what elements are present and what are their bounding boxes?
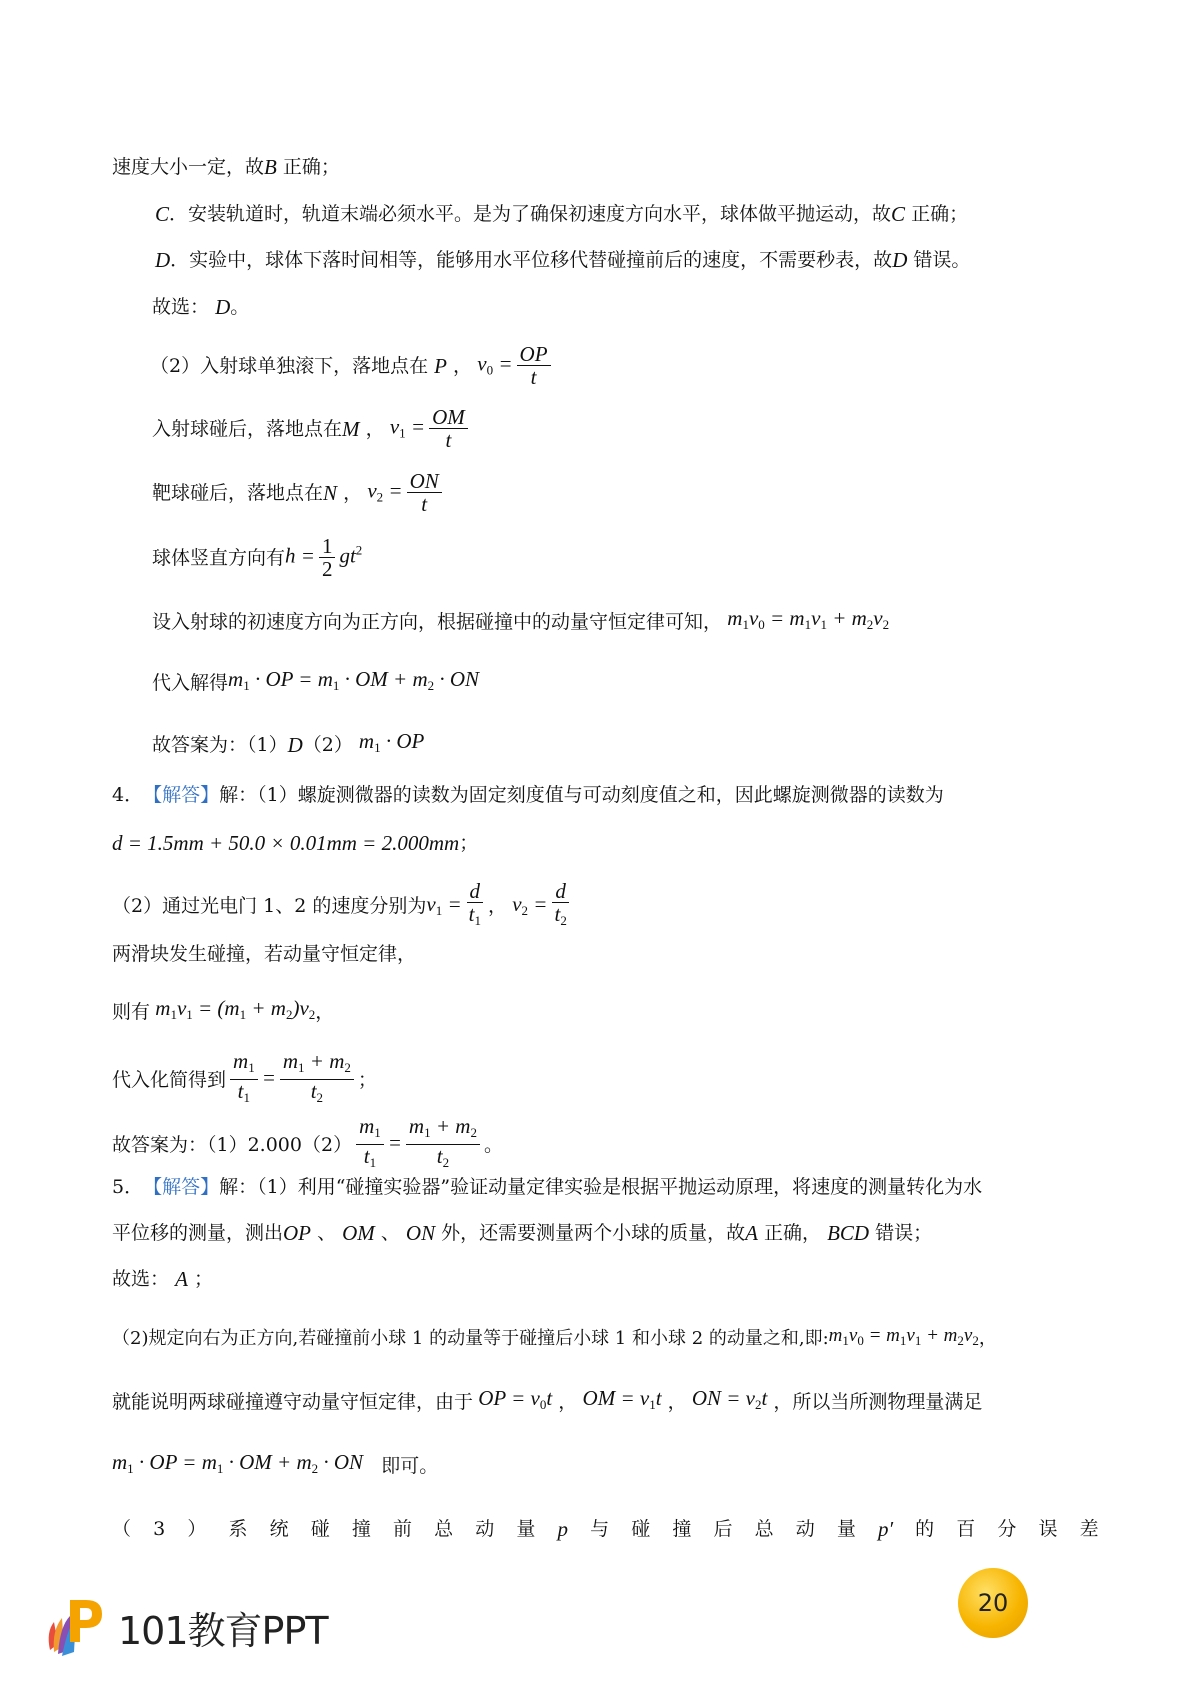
text: ．实验中，球体下落时间相等，能够用水平位移代替碰撞前后的速度，不需要秒表，故 xyxy=(170,249,893,271)
text-line-8 xyxy=(152,535,362,580)
text: 平位移的测量，测出 xyxy=(112,1222,284,1244)
text: ； xyxy=(193,1268,213,1290)
brand-name: 101教育PPT xyxy=(118,1608,328,1653)
formula-result: $m_1$ · OP = $m_1$ · OM + $m_2$ · ON xyxy=(228,667,480,693)
math: v xyxy=(367,478,377,503)
var: A xyxy=(745,1221,758,1245)
formula-collision: $m_1v_1 = (m_1 + m_2)v_2$ xyxy=(150,996,316,1022)
spread-char: 总 xyxy=(754,1518,774,1540)
formula-v1-gate: $v_1$ = $\frac{d}{t_1}$ xyxy=(426,880,488,932)
page-number: 20 xyxy=(977,1589,1009,1617)
text-line-12 xyxy=(112,782,944,808)
numerator: d xyxy=(552,880,569,903)
text: 即可。 xyxy=(381,1454,439,1477)
page-number-badge xyxy=(958,1568,1028,1638)
text: 故选： xyxy=(112,1268,170,1290)
denominator: $t_2$ xyxy=(436,1144,450,1170)
spread-char: 动 xyxy=(795,1518,815,1540)
text-line-1 xyxy=(112,154,340,180)
text-line-21 xyxy=(112,1266,213,1292)
var: D xyxy=(155,248,171,272)
text-line-4 xyxy=(152,294,249,320)
formula-v2-gate: $v_2$ = $\frac{d}{t_2}$ xyxy=(507,880,574,932)
text: 正确， xyxy=(764,1222,822,1244)
spread-char: 前 xyxy=(392,1518,412,1540)
denominator: t xyxy=(445,428,452,452)
formula-on: ON = $v_2t$ xyxy=(686,1386,768,1412)
denominator: $t_2$ xyxy=(310,1079,324,1105)
formula-answer-q4: $\frac{m_1}{t_1}$ = $\frac{m_1 + m_2}{t_2}$ xyxy=(352,1115,484,1174)
formula-reading: d = 1.5mm + 50.0 × 0.01mm = 2.000mm xyxy=(112,831,460,855)
text: 故答案为：（1）2.000（2） xyxy=(112,1133,353,1156)
denominator: $t_1$ xyxy=(237,1079,251,1105)
var: C xyxy=(891,202,906,226)
math: v xyxy=(389,414,400,439)
text-line-7 xyxy=(152,470,446,515)
numerator: $m_1$ xyxy=(356,1115,384,1145)
answer-tag: 【解答】 xyxy=(143,784,220,806)
text-line-9 xyxy=(152,605,889,638)
spread-char: 后 xyxy=(713,1518,733,1540)
fraction xyxy=(356,1115,384,1174)
text: 球体竖直方向有 xyxy=(152,546,286,569)
numerator: $m_1 + m_2$ xyxy=(280,1050,354,1080)
fraction xyxy=(429,406,468,451)
denominator: t xyxy=(530,365,537,389)
text: 则有 xyxy=(112,1000,151,1023)
var: A xyxy=(175,1267,188,1291)
formula-momentum-q5: $m_1v_0 = m_1v_1 + m_2v_2$ xyxy=(828,1325,979,1348)
text-line-17 xyxy=(112,1050,377,1109)
var: OP xyxy=(283,1221,312,1245)
text: 外，还需要测量两个小球的质量，故 xyxy=(441,1222,746,1244)
formula-condition: $m_1$ · OP = $m_1$ · OM + $m_2$ · ON xyxy=(112,1450,364,1476)
sub: 1 xyxy=(399,425,406,441)
text: （2）入射球单独滚下，落地点在 xyxy=(150,354,429,377)
spread-char: 量 xyxy=(516,1518,536,1540)
sub: 2 xyxy=(376,489,384,505)
text: ； xyxy=(459,832,479,854)
sub: 0 xyxy=(486,362,494,378)
text: （2)规定向右为正方向,若碰撞前小球 1 的动量等于碰撞后小球 1 和小球 2 的动量之和,即: xyxy=(112,1327,829,1349)
text-line-2 xyxy=(155,201,968,227)
spread-char: 碰 xyxy=(631,1518,651,1540)
denominator: $t_1$ xyxy=(468,902,481,928)
var: D xyxy=(215,295,231,319)
formula-v0: $v_0$ = $\frac{OP}{t}$ xyxy=(472,343,555,388)
formula-v2: $v_2$ = $\frac{ON}{t}$ xyxy=(362,470,446,515)
spread-char: 量 xyxy=(836,1518,856,1540)
text: ， xyxy=(343,481,363,504)
spread-char: ） xyxy=(187,1518,207,1540)
text: 解：（1）利用“碰撞实验器”验证动量定律实验是根据平抛运动原理，将速度的测量转化为水 xyxy=(219,1176,983,1198)
text: 设入射球的初速度方向为正方向，根据碰撞中的动量守恒定律可知， xyxy=(152,610,723,633)
spread-char: 3 xyxy=(153,1518,166,1540)
formula-simplified: $\frac{m_1}{t_1}$ = $\frac{m_1 + m_2}{t_2}$ xyxy=(226,1050,358,1109)
text-line-23 xyxy=(112,1385,982,1418)
fraction xyxy=(230,1050,258,1109)
var: ON xyxy=(405,1221,436,1245)
question-number: 5． xyxy=(112,1176,144,1198)
formula-h xyxy=(285,535,362,580)
numerator: ON xyxy=(407,470,442,493)
denominator: 2 xyxy=(321,557,333,581)
text: 。 xyxy=(230,296,250,318)
brand-logo xyxy=(40,1592,328,1662)
spread-char: 分 xyxy=(997,1518,1017,1540)
text-line-20 xyxy=(112,1220,932,1246)
text: ， xyxy=(558,1390,578,1413)
numerator: OP xyxy=(517,343,551,366)
fraction xyxy=(466,880,484,932)
var: D xyxy=(892,248,908,272)
text: （2） xyxy=(302,733,353,756)
fraction xyxy=(407,470,442,515)
text: 错误。 xyxy=(913,249,971,271)
brand-logo-icon xyxy=(40,1592,110,1662)
text: 解：（1）螺旋测微器的读数为固定刻度值与可动刻度值之和，因此螺旋测微器的读数为 xyxy=(219,784,944,806)
text-line-16 xyxy=(112,995,334,1028)
text-line-22 xyxy=(112,1323,997,1354)
text-line-6 xyxy=(152,406,472,451)
spread-char: （ xyxy=(112,1518,132,1540)
spread-char: 碰 xyxy=(310,1518,330,1540)
text-line-5 xyxy=(150,343,555,388)
var: D xyxy=(287,732,303,757)
spread-char: 差 xyxy=(1079,1518,1099,1540)
math: v xyxy=(477,351,487,376)
text-line-11 xyxy=(152,728,424,761)
text: 、 xyxy=(380,1222,400,1244)
text: 就能说明两球碰撞遵守动量守恒定律，由于 xyxy=(112,1390,474,1413)
text-line-15 xyxy=(112,941,416,967)
text: 。 xyxy=(483,1133,503,1156)
denominator: $t_2$ xyxy=(554,902,567,928)
text: （2）通过光电门 1、2 的速度分别为 xyxy=(112,895,427,917)
var: OM xyxy=(342,1221,375,1245)
answer-tag: 【解答】 xyxy=(143,1176,220,1198)
text-line-10 xyxy=(152,666,479,699)
var: N xyxy=(323,480,338,505)
text: ，所以当所测物理量满足 xyxy=(773,1390,983,1413)
var: C xyxy=(155,202,170,226)
text: ， xyxy=(487,895,507,917)
spread-char: 撞 xyxy=(351,1518,371,1540)
text: 、 xyxy=(317,1222,337,1244)
numerator: $m_1$ xyxy=(230,1050,258,1080)
formula-om: OM = $v_1t$ xyxy=(577,1386,662,1412)
fraction xyxy=(517,343,551,388)
text: 故选： xyxy=(152,296,210,318)
denominator: $t_1$ xyxy=(363,1144,377,1170)
text-line-24 xyxy=(112,1449,438,1482)
text-line-19 xyxy=(112,1174,982,1200)
fraction xyxy=(551,880,569,932)
math: gt xyxy=(339,543,356,568)
sup: 2 xyxy=(355,542,363,558)
text-line-13 xyxy=(112,830,478,856)
spread-char: 百 xyxy=(956,1518,976,1540)
question-number: 4． xyxy=(112,784,144,806)
spread-char: 总 xyxy=(434,1518,454,1540)
text-line-25 xyxy=(112,1516,1099,1542)
spread-char: 的 xyxy=(915,1518,935,1540)
spread-char: p′ xyxy=(877,1517,894,1541)
text: 正确； xyxy=(911,203,969,225)
text: 入射球碰后，落地点在 xyxy=(152,417,343,440)
text: 故答案为：（1） xyxy=(152,733,288,756)
text: ， xyxy=(453,354,473,377)
text: ， xyxy=(315,1000,335,1023)
text: 正确； xyxy=(282,156,340,178)
spread-char: 动 xyxy=(475,1518,495,1540)
text: 速度大小一定，故 xyxy=(112,156,265,178)
var: P xyxy=(434,353,447,378)
text: ； xyxy=(357,1068,377,1091)
numerator: d xyxy=(467,880,484,903)
numerator: 1 xyxy=(319,535,336,558)
text: 代入解得 xyxy=(152,671,229,694)
var: BCD xyxy=(827,1221,870,1245)
spread-char: p xyxy=(557,1517,568,1541)
numerator: $m_1 + m_2$ xyxy=(406,1115,480,1145)
text-line-3 xyxy=(155,247,970,273)
formula-momentum: $m_1v_0 = m_1v_1 + m_2v_2$ xyxy=(722,606,890,632)
text: 靶球碰后，落地点在 xyxy=(152,481,324,504)
spread-char: 与 xyxy=(590,1518,610,1540)
spread-char: 撞 xyxy=(672,1518,692,1540)
formula-answer: $m_1$ · OP xyxy=(358,729,425,755)
text-line-14 xyxy=(112,880,574,932)
text: ， xyxy=(365,417,385,440)
var: M xyxy=(342,416,360,441)
text: ， xyxy=(978,1327,997,1349)
fraction xyxy=(280,1050,354,1109)
text: ， xyxy=(667,1390,687,1413)
text: 错误； xyxy=(875,1222,933,1244)
spread-char: 误 xyxy=(1038,1518,1058,1540)
text: 代入化简得到 xyxy=(112,1068,227,1091)
text-line-18 xyxy=(112,1115,503,1174)
formula-v1: $v_1$ = $\frac{OM}{t}$ xyxy=(385,406,472,451)
denominator: t xyxy=(421,492,428,516)
numerator: OM xyxy=(429,406,468,429)
formula-op: OP = $v_0t$ xyxy=(473,1386,553,1412)
fraction xyxy=(319,535,336,580)
text: ．安装轨道时，轨道末端必须水平。是为了确保初速度方向水平，球体做平抛运动，故 xyxy=(169,203,892,225)
text: 两滑块发生碰撞，若动量守恒定律， xyxy=(112,943,417,965)
spread-char: 系 xyxy=(228,1518,248,1540)
fraction xyxy=(406,1115,480,1174)
spread-char: 统 xyxy=(269,1518,289,1540)
math: h = xyxy=(285,543,315,568)
var: B xyxy=(264,155,277,179)
